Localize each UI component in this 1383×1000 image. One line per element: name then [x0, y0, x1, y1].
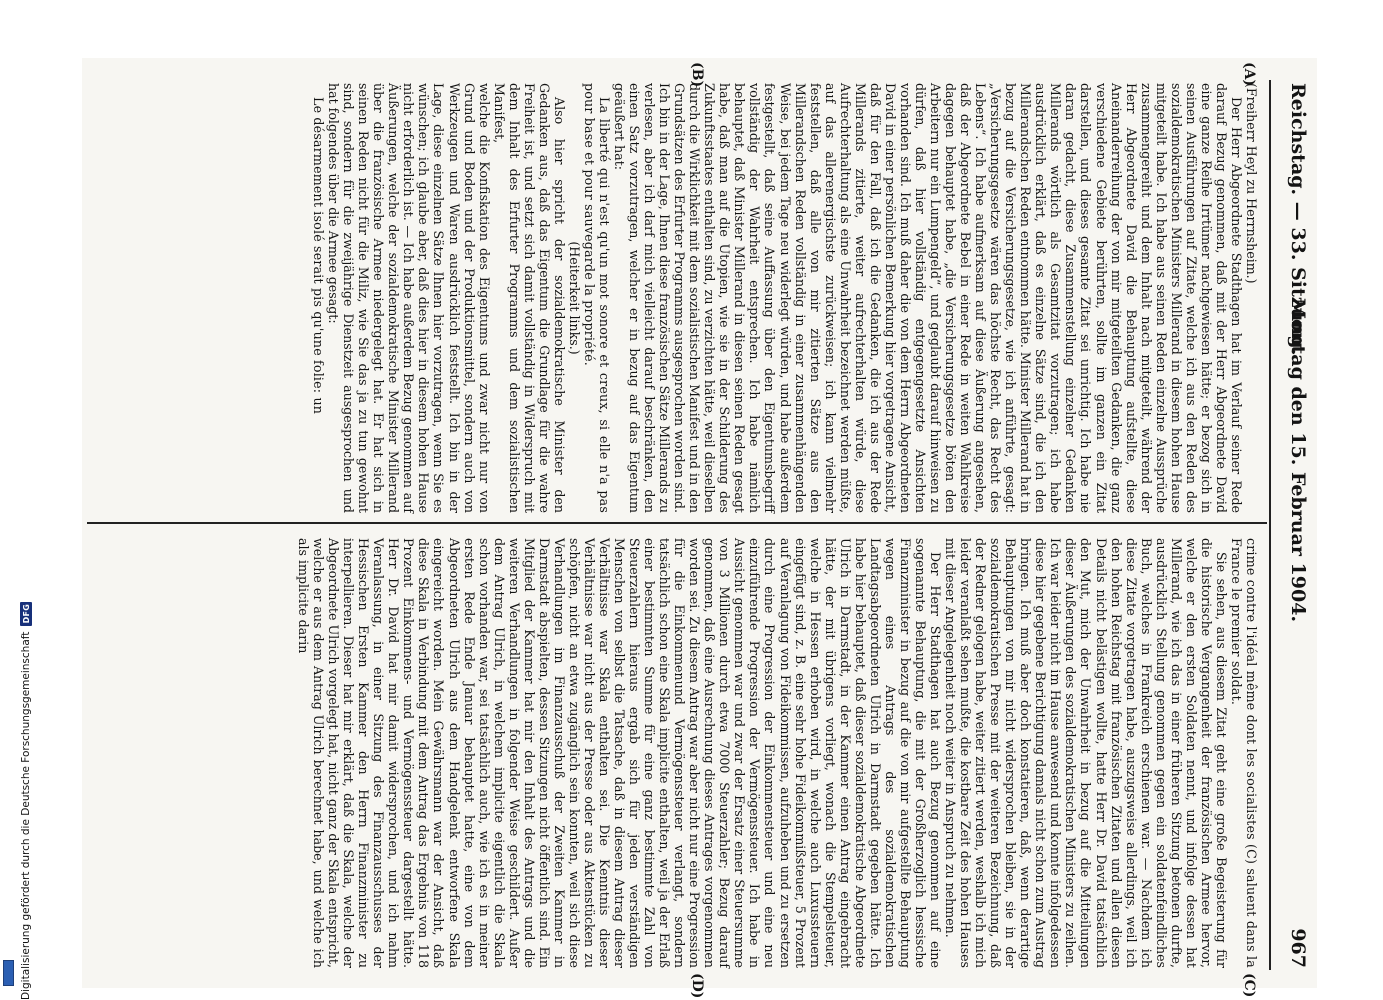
french-quote: Le désarmement isolé serait pis qu'une folie: un — [311, 97, 327, 415]
french-quote: crime contre l'idéal même dont les socialistes (C) saluent dans la France le premier soldat. — [1228, 538, 1259, 968]
margin-marker-c: (C) — [1241, 973, 1257, 998]
credit-text: Digitalisierung gefördert durch die Deutsche Forschungsgemeinschaft — [20, 631, 32, 1000]
header-rule — [1269, 80, 1271, 970]
interjection: (Heiterkeit links.) — [566, 241, 582, 355]
paragraph: welche die Konfiskation des Eigentums und zwar nicht nur von Grund und Boden und der Produktionsmittel, sondern auch von Werkzeugen und Waren ausdrücklich feststellt. Ich bin in der Lage, diese einzelnen Sätze Ihnen hier vorzutragen, wenn Sie es wünschen; ich glaube aber, daß dies hier in diesem hohen Hause nicht erforderlich ist. — Ich habe außerdem Bezug genommen auf Äußerungen, welche der sozialdemokratische Minister Millerand über die französische Armee niedergelegt hat. Er hat sich in seinen Reden nicht für die Miliz, wie Sie das ja zu tun gewohnt sind, sondern für die zweijährige Dienstzeit ausgesprochen und hat folgendes über die Armee gesagt: — [326, 83, 492, 513]
margin-marker-b: (B) — [689, 62, 705, 88]
header-date: Montag den 15. Februar 1904. — [1287, 298, 1309, 623]
paragraph: Der Herr Stadthagen hat auch Bezug genommen auf eine sogenannte Behauptung, die mit der Großherzoglich hessische Finanzminister in bezug auf die von mir aufgestellte Behauptung wegen eines Antrags des sozialdemokratischen Landtagsabgeordneten Ulrich in Darmstadt gegeben hätte. Ich habe hier behauptet, daß dieser sozialdemokratische Abgeordnete Ulrich in Darmstadt, in der Kammer einen Antrag eingebracht hätte, der mit übrigens vorliegt, wonach die Stempelsteuer, welche in Hessen erhoben wird, in welche auch Luxussteuern eingefügt sind, z. B. eine sehr hohe Fideikommißsteuer, 5 Prozent auf Veranlagung von Fideikommissen, aufzuheben und zu ersetzen durch eine Progression der Einkommensteuer und eine neu einzuführende Progression der Vermögenssteuer. Ich habe in Aussicht genommen war und zwar der Ersatz einer Steuersumme von 3 Millionen durch etwa 7000 Steuerzahler; Bezug darauf genommen, daß eine Ausrechnung dieses Antrages vorgenommen worden sei. Zu diesem Antrag war aber nicht nur eine Progression für die Einkommenund Vermögenssteuer verlangt, sondern tatsächlich schon eine Skala implicite enthalten, weil ja der Erlaß einer bestimmten Summe für eine ganz bestimmte Zahl von Steuerzahlern hieraus ergab sich für jeden verständigen Menschen von selbst die Tatsache, daß in diesem Antrag dieser Verhältnisse war Skala enthalten sei. Die Kenntnis dieser Verhältnisse war nicht aus der Presse oder aus Aktenstücken zu schöpfen, nicht an etwa zugänglich sein konnten, weil sich diese Verhandlungen im Finanzausschuß der Zweiten Kammer in Darmstadt abspielten, dessen Sitzungen nicht öffentlich sind. Ein Mitglied der Kammer hat mir den Inhalt des Antrags und die weiteren Verhandlungen in folgender Weise geschildert. Außer dem Antrag Ulrich, in welchem implicite eigentlich die Skala schon vorhanden war, sei tatsächlich auch, wie ich es in meiner ersten Rede Ende Januar behauptet hatte, eine von dem Abgeordneten Ulrich aus dem Handgelenk entworfene Skala eingereicht worden. Mein Gewährsmann war der Ansicht, daß diese Skala in Verbindung mit dem Antrag das Ergebnis von 118 Prozent Einkommens- und Vermögenssteuer dargestellt hätte. Herr Dr. David hat mir damit widersprochen, und ich nahm Veranlassung, in einer Sitzung des Finanzausschusses der Hessischen Ersten Kammer den Herrn Finanzminister zu interpellieren. Dieser hat mir erklärt, daß die Skala, welche der Abgeordnete Ulrich vorgelegt hat, nicht ganz der Skala entspricht, welche er aus dem Antrag Ulrich berechnet habe, und welche ich als implicite darin — [296, 538, 944, 968]
right-column — [296, 538, 1259, 968]
french-quote: La liberté qui n'est qu'un mot sonore et creux, si elle n'a pas pour base et pour sauvegarde la propriété. — [581, 83, 612, 513]
paragraph: Der Herr Abgeordnete Stadthagen hat im Verlauf seiner Rede darauf Bezug genommen, daß mit der Herr Abgeordnete David eine ganze Reihe Irrtümer nachgewiesen hätte; er bezog sich in seinen Ausführungen auf Zitate, welche ich aus den Reden des sozialdemokratischen Ministers Millerand in diesem hohen Hause mitgeteilt habe. Ich habe aus seinen Reden einzelne Aussprüche zusammengereiht und dem Inhalt nach mitgeteilt, während der Herr Abgeordnete David die Behauptung aufstellte, diese Aneinanderreihung der von mir mitgeteilten Gedanken, die ganz verschiedene Gebiete berührten, sollte im ganzen ein Zitat darstellen, und dieses gesamte Zitat sei unrichtig. Ich habe nie daran gedacht, diese Zusammenstellung einzelner Gedanken Millerands wörtlich als Gesamtzitat vorzutragen; ich habe ausdrücklich erklärt, daß es einzelne Sätze sind, die ich den Millerandschen Reden entnommen hätte. Minister Millerand hat in bezug auf die Versicherungsgesetze, wie ich anführte, gesagt: „Versicherungsgesetze wären das höchste Recht, das Recht des Lebens“. Ich habe aufmerksam auf diese Äußerung angesehen, daß der Abgeordnete Bebel in einer Rede in weiten Wahlkreise dagegen behauptet habe, „die Versicherungsgesetze böten den Arbeitern nur ein Lumpengeld“, und geglaubt darauf hinweisen zu dürfen, daß hier vollständig entgegengesetzte Ansichten vorhanden sind. Ich muß daher die von dem Herrn Abgeordneten David in einer persönlichen Bemerkung hier vorgetragene Ansicht, daß für den Fall, daß ich die Gedanken, die ich aus der Rede Millerands zitierte, weiter aufrechterhalten würde, diese Aufrechterhaltung als eine Unwahrheit bezeichnet werden müßte, auf das allerenergischste zurückweisen; ich kann vielmehr feststellen, daß alle von mir zitierten Sätze aus den Millerandschen Reden vollständig in einer zusammenhängenden Weise, bei jedem Tage neu widerlegt würden, und habe außerdem festgestellt, daß seine Auffassung über den Eigentumsbegriff vollständig der Wahrheit entsprechen. Ich habe nämlich behauptet, daß Minister Millerand in diesen seinen Reden gesagt habe, daß man auf die Utopien, wie sie in der Schilderung des Zukunftsstaates enthalten sind, zu verzichten hätte, weil dieselben durch die Wirklichkeit mit dem sozialistischen Manifest und in den Grundsätzen des Erfurter Programms ausgesprochen worden sind. Ich bin in der Lage, Ihnen diese französischen Sätze Millerands zu verlesen, aber ich darf mich vielleicht darauf beschränken, den einen Satz vorzutragen, welcher er in bezug auf das Eigentum geäußert hat: — [612, 83, 1244, 513]
page-content — [82, 58, 1317, 999]
margin-marker-a: (A) — [1241, 62, 1257, 87]
speaker-line: (Freiherr Heyl zu Herrnsheim.) — [1244, 83, 1259, 284]
running-header — [1271, 83, 1317, 968]
side-color-mark — [3, 960, 14, 986]
left-column — [311, 83, 1259, 513]
dfg-logo: DFG — [20, 602, 32, 626]
paragraph: Also hier spricht der sozialdemokratische Minister den Gedanken aus, daß das Eigentum die Grundlage für die wahre Freiheit ist, und setzt sich damit vollständig in Widerspruch mit dem Inhalt des Erfurter Programms und dem sozialistischen Manifest, — [491, 83, 567, 513]
page-number: 967 — [1287, 928, 1309, 968]
scanned-page — [82, 58, 1317, 999]
header-left: Reichstag. — 33. Sitzung. — [1287, 83, 1309, 356]
margin-marker-d: (D) — [689, 973, 705, 999]
column-divider — [87, 522, 1267, 524]
paragraph: Sie sehen, aus diesem Zitat geht eine große Begeisterung für die historische Vergangenheit der französischen Armee hervor, welche er den ersten Soldaten nennt, und infolge dessen hat Millerand, wie ich das in einer früheren Sitzung betonen durfte, ausdrücklich Stellung genommen gegen ein soldatenfeindliches Buch, welches in Frankreich erschienen war. — Nachdem ich diese Zitate vorgetragen habe, auszugsweise allerdings, weil ich den hohen Reichstag mit französischen Zitaten und allen diesen Details nicht belästigen wollte, hatte Herr Dr. David tatsächlich den Mut, mich der Unwahrheit in bezug auf die Mitteilungen dieser Äußerungen des sozialdemokratischen Ministers zu zeihen. Ich war leider nicht im Hause anwesend und konnte infolgedessen diese hier gegebene Berichtigung damals nicht schon zum Austrag bringen. Ich muß aber doch konstatieren, daß, wenn derartige Behauptungen von mir nicht widersprochen bleiben, sie in der sozialdemokratischen Presse mit der weiteren Bezeichnung, daß der Redner gelogen habe, weiter zitiert werden, weshalb ich mich leider veranlaßt sehen mußte, die kostbare Zeit des hohen Hauses mit dieser Angelegenheit noch weiter in Anspruch zu nehmen. — [943, 538, 1229, 968]
digitization-credit — [18, 0, 34, 1000]
